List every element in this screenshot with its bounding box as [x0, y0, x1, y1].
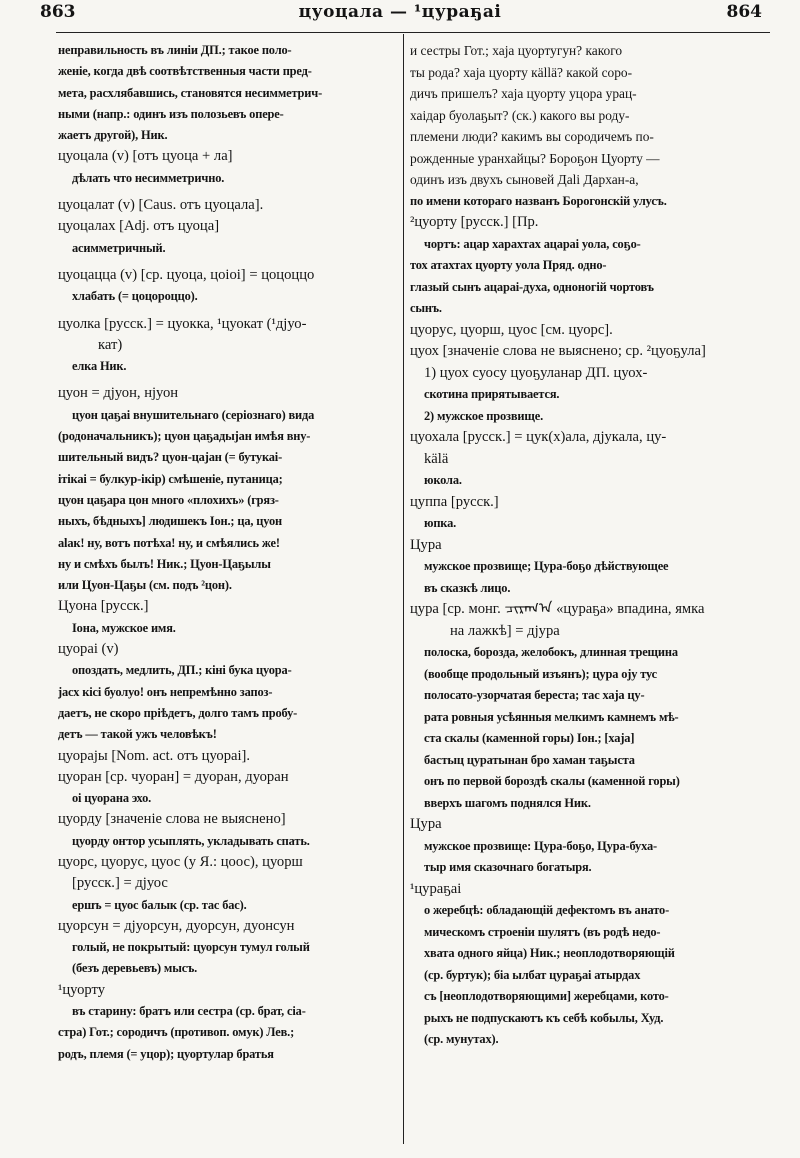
entry-headword: цуоцалат (v) [Caus. отъ цуоцала]. — [58, 197, 264, 214]
text-line: дѣлать что несимметрично. — [72, 170, 225, 185]
text-line: бастыц цуратынан бро хаман таҕыста — [424, 752, 635, 767]
page-number-right: 864 — [726, 2, 762, 22]
text-line: юкола. — [424, 473, 462, 487]
text-line: полосато-узорчатая береста; тас хаја цу- — [424, 688, 645, 702]
text-line: Іона, мужское имя. — [72, 620, 176, 635]
text-line: елка Ник. — [72, 359, 127, 374]
text-line: цуорду оҥтор усыплять, укладывать спать. — [72, 833, 310, 848]
text-line: [русск.] = дјуос — [72, 875, 168, 892]
text-line: на лажкѣ] = дјура — [450, 622, 560, 639]
page-number-left: 863 — [40, 2, 76, 22]
entry-headword: цуорус, цуорш, цуос [см. цуорс]. — [410, 321, 613, 338]
left-column — [58, 40, 398, 1065]
text-line: мическомъ строеніи шулятъ (въ родѣ недо- — [424, 924, 661, 939]
text-line: по имени котораго названъ Борогонскій улусъ. — [410, 193, 667, 208]
entry-headword: цуолка [русск.] = цуокка, ¹цуокат (¹дјуо- — [58, 315, 307, 332]
text-line: дичъ пришелъ? хаја цуорту уцора урац- — [410, 86, 637, 101]
page-header — [0, 0, 800, 32]
entry-headword: цуоцалах [Adj. отъ цуоца] — [58, 218, 220, 235]
entry-headword: цуорсун = дјуорсун, дуорсун, дуонсун — [58, 917, 295, 934]
entry-headword: Цура — [410, 816, 442, 832]
entry-headword: цуоран [ср. чуоран] = дуоран, дуоран — [58, 768, 289, 785]
text-line: ершъ = цуос балык (ср. тас бас). — [72, 897, 247, 912]
text-line: глазый сынъ ацараі-духа, одноногій чортовъ — [410, 279, 654, 294]
entry-headword: цуорајы [Nom. act. отъ цуораі]. — [58, 747, 251, 764]
entry-headword: цуорду [значеніе слова не выяснено] — [58, 811, 286, 828]
text-line: 2) мужское прозвище. — [424, 408, 544, 423]
text-line: мужское прозвище; Цура-боҕо дѣйствующее — [424, 559, 669, 573]
text-line: даетъ, не скоро пріѣдетъ, долго тамъ пробу- — [58, 705, 298, 720]
entry-headword: цуораі (v) — [58, 641, 119, 658]
text-line: онъ по первой бороздѣ скалы (каменной горы) — [424, 774, 680, 788]
running-title: цуоцала — ¹цураҕаі — [298, 2, 502, 22]
entry-headword: ²цуорту [русск.] [Пр. — [410, 214, 539, 230]
text-line: аlак! ну, вотъ потѣха! ну, и смѣялись же! — [58, 535, 280, 550]
text-line: (безъ деревьевъ) мысъ. — [72, 961, 198, 976]
text-line: скотина прирятывается. — [424, 387, 560, 401]
text-line: о жеребцѣ: обладающій дефектомъ въ анато- — [424, 903, 670, 917]
text-line: племени люди? какимъ вы сородичемъ по- — [410, 129, 654, 144]
text-line: стра) Гот.; сородичъ (противоп. омук) Лев.; — [58, 1025, 295, 1040]
text-line: и сестры Гот.; хаја цуортугун? какого — [410, 43, 623, 58]
entry-headword: цуохала [русск.] = цук(х)ала, дјукала, цу- — [410, 429, 667, 445]
text-line: неправильность въ линіи ДП.; такое поло- — [58, 43, 292, 57]
text-line: опоздать, медлить, ДП.; кіні бука цуора- — [72, 663, 292, 678]
text-line: (ср. мунутах). — [424, 1032, 499, 1046]
text-line: полоска, борозда, желобокъ, длинная трещина — [424, 645, 678, 659]
text-line: вверхъ шагомъ поднялся Ник. — [424, 795, 591, 810]
text-line: ныхъ, бѣдныхъ] людишекъ Іон.; ца, цуон — [58, 514, 283, 529]
text-line: родъ, племя (= уцор); цуортулар братья — [58, 1046, 274, 1061]
text-line: въ сказкѣ лицо. — [424, 580, 511, 595]
text-line: съ [неоплодотворяющими] жеребцами, кото- — [424, 989, 669, 1003]
entry-headword: цуорс, цуорус, цуос (у Я.: цоос), цуорш — [58, 853, 303, 870]
text-line: 1) цуох суосу цуоҕуланар ДП. цуох- — [424, 364, 648, 381]
text-line: ну и смѣхъ былъ! Ник.; Цуон-Цаҕылы — [58, 556, 271, 571]
text-line: детъ — такой ужъ человѣкъ! — [58, 727, 217, 742]
text-line: хвата одного яйца) Ник.; неоплодотворяющій — [424, 946, 675, 960]
entry-headword: цуоцацца (v) [ср. цуоца, цоіоі] = цоцоццо — [58, 266, 315, 283]
text-line: шительный видъ? цуон-цајан (= бутукаі- — [58, 450, 283, 465]
entry-headword: Цура — [410, 536, 442, 553]
text-line: оі цуорана эхо. — [72, 791, 152, 806]
text-line: голый, не покрытый: цуорсун тумул голый — [72, 940, 310, 955]
text-line: въ старину: братъ или сестра (ср. брат, сіа- — [72, 1004, 306, 1019]
text-line: (родоначальникъ); цуон цаҕадыјан имѣя вну- — [58, 429, 311, 444]
text-line: тыр имя сказочнаго богатыря. — [424, 860, 592, 874]
entry-headword: цуоцала (v) [отъ цуоца + ла] — [58, 148, 233, 165]
text-line: тох атахтах цуорту уола Пряд. одно- — [410, 258, 607, 272]
entry-headword: ¹цураҕаі — [410, 880, 462, 897]
text-line: одинъ изъ двухъ сыновей Даlі Дархан-а, — [410, 172, 639, 187]
text-line: юпка. — [424, 516, 457, 530]
entry-headword: цуппа [русск.] — [410, 493, 499, 510]
text-line: женіе, когда двѣ соотвѣтственныя части пред- — [58, 64, 312, 79]
text-line: јасх кісі буолуо! онъ непремѣнно запоз- — [58, 684, 273, 699]
right-column — [410, 40, 770, 1051]
text-line: ста скалы (каменной горы) Іон.; [хаја] — [424, 731, 635, 745]
text-line: рыхъ не подпускаютъ къ себѣ кобылы, Худ. — [424, 1010, 664, 1025]
column-divider — [403, 34, 404, 1144]
text-line: ными (напр.: одинъ изъ полозьевъ опере- — [58, 106, 284, 121]
text-line: рожденные уранхайцы? Бороҕон Цуорту — — [410, 150, 660, 166]
text-line: хаідар буолаҕыт? (ск.) какого вы роду- — [410, 107, 630, 123]
text-line: kälä — [424, 450, 449, 467]
entry-headword: цуох [значеніе слова не выяснено; ср. ²цуоҕула] — [410, 343, 706, 359]
text-line: мета, расхлябавшись, становятся несимметрич- — [58, 85, 323, 100]
entry-headword: цура [ср. монг. ᠴᠢᠷᠠᠭ᠎ᠠ «цураҕа» впадина, ямка — [410, 601, 705, 617]
text-line: (ср. буртук); біа ылбат цураҕаі атырдах — [424, 967, 641, 982]
text-line: кат) — [98, 336, 123, 353]
entry-headword: Цуона [русск.] — [58, 598, 149, 615]
text-line: сынъ. — [410, 301, 442, 315]
entry-headword: цуон = дјуон, нјуон — [58, 385, 179, 402]
text-line: или Цуон-Цаҕы (см. подъ ²цон). — [58, 578, 232, 593]
text-line: мужское прозвище: Цура-боҕо, Цура-буха- — [424, 838, 657, 853]
entry-headword: ¹цуорту — [58, 981, 106, 998]
text-line: цуон цаҕара цон много «плохихъ» (гряз- — [58, 492, 279, 507]
text-line: хлабать (= цоцороццо). — [72, 289, 198, 304]
text-line: цуон цаҕаі внушительнаго (серіознаго) вида — [72, 407, 315, 422]
text-line: чортъ: ацар харахтах ацараі уола, соҕо- — [424, 236, 641, 251]
text-line: ітікаі = булкур-ікір) смѣшеніе, путаница; — [58, 471, 283, 486]
text-line: (вообще продольный изъянъ); цура оју тус — [424, 666, 658, 681]
text-line: ты рода? хаја цуорту кällä? какой соро- — [410, 64, 633, 80]
text-line: асимметричный. — [72, 240, 166, 255]
text-line: рата ровныя усѣянныя мелкимъ камнемъ мѣ- — [424, 709, 679, 724]
text-line: жаетъ другой), Ник. — [58, 128, 168, 143]
header-rule — [56, 32, 770, 33]
